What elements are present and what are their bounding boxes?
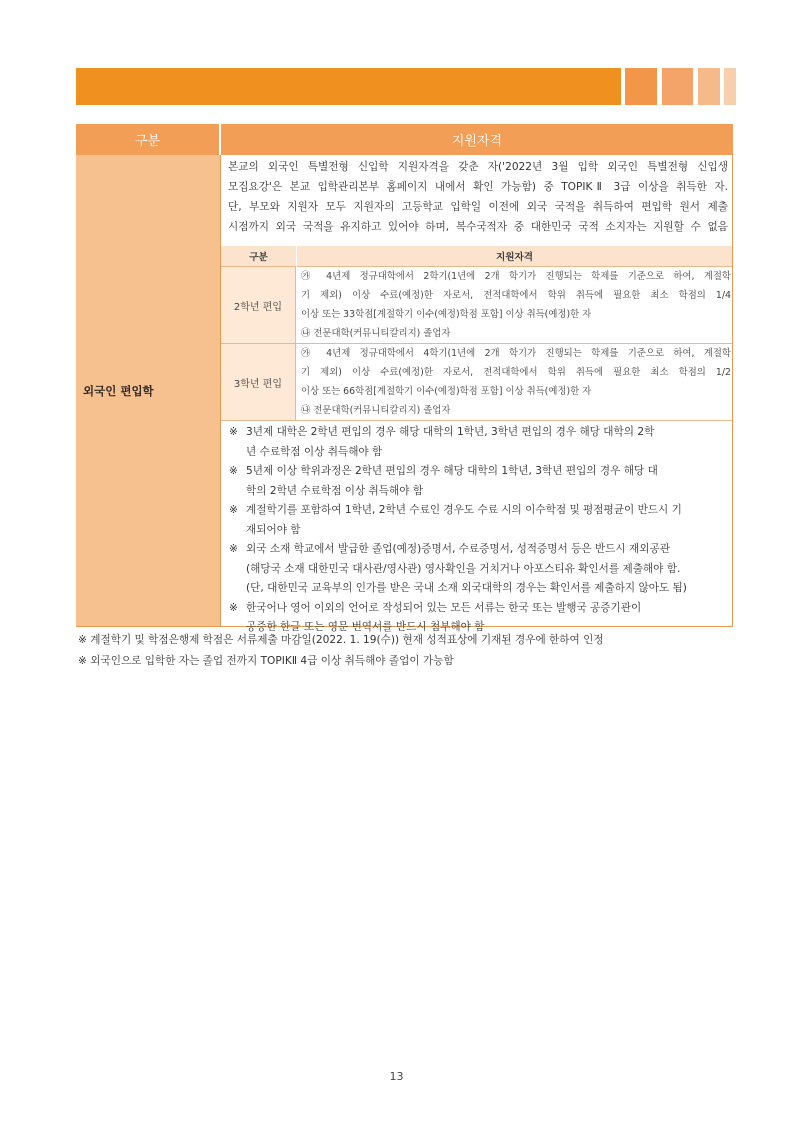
inner-row-line: 이상 또는 66학점[계절학기 이수(예정)학점 포함] 이상 취득(예정)한 자 (301, 386, 592, 397)
note-item (229, 462, 727, 501)
column-header-qualification: 지원자격 (221, 124, 733, 155)
header-block (625, 68, 657, 105)
inner-row-label (221, 344, 296, 421)
header-bar (76, 68, 621, 105)
header-block (698, 68, 720, 105)
inner-row-content (301, 344, 731, 420)
inner-header-qualification: 지원자격 (297, 246, 732, 267)
note-mark: ※ (229, 465, 238, 477)
column-header-category: 구분 (76, 124, 219, 155)
inner-row-label-text: 3학년 편입 (233, 378, 283, 390)
inner-row-line: ㉮ 4년제 정규대학에서 4학기(1년에 2개 학기가 진행되는 학제를 기준으로 하여, 계절학 (301, 348, 731, 359)
note-line: 5년제 이상 학위과정은 2학년 편입의 경우 해당 대학의 1학년, 3학년 편입의 경우 해당 대 (246, 465, 658, 477)
intro-line: 시점까지 외국 국적을 유지하고 있어야 하며, 복수국적자 중 대한민국 국적 소지자는 지원할 수 없음 (228, 221, 728, 233)
note-mark: ※ (229, 426, 238, 438)
inner-divider (221, 420, 732, 421)
note-line: 외국 소재 학교에서 발급한 졸업(예정)증명서, 수료증명서, 성적증명서 등은 반드시 재외공관 (246, 543, 670, 555)
note-line: 학의 2학년 수료학점 이상 취득해야 함 (246, 484, 424, 497)
intro-line: 단, 부모와 지원자 모두 지원자의 고등학교 입학일 이전에 외국 국적을 취득하여 편입학 원서 제출 (228, 201, 728, 213)
row-label-cell (76, 155, 221, 627)
note-mark: ※ (229, 504, 238, 516)
inner-row-content (301, 267, 731, 343)
eligibility-table (76, 124, 733, 633)
page-number: 13 (389, 1070, 404, 1083)
footnote: ※ 외국인으로 입학한 자는 졸업 전까지 TOPIKⅡ 4급 이상 취득해야 졸업이 가능함 (78, 655, 454, 667)
note-mark: ※ (229, 543, 238, 555)
intro-line: 모집요강'은 본교 입학관리본부 홈페이지 내에서 확인 가능함) 중 TOPIKⅡ 3급 이상을 취득한 자. (228, 181, 728, 193)
inner-row-line: ㉯ 전문대학(커뮤니티칼리지) 졸업자 (301, 405, 451, 416)
note-line: 년 수료학점 이상 취득해야 함 (246, 445, 383, 458)
header-block (724, 68, 736, 105)
inner-row-label-text: 2학년 편입 (233, 301, 283, 313)
note-line: 재되어야 함 (246, 523, 301, 536)
intro-line: 본교의 외국인 특별전형 신입학 지원자격을 갖춘 자('2022년 3월 입학 외국인 특별전형 신입생 (228, 161, 728, 173)
header-block (662, 68, 693, 105)
note-item (229, 423, 727, 462)
inner-row-line: ㉯ 전문대학(커뮤니티칼리지) 졸업자 (301, 328, 451, 339)
inner-row-line: 이상 또는 33학점[계절학기 이수(예정)학점 포함] 이상 취득(예정)한 자 (301, 309, 592, 320)
notes-list (229, 423, 727, 638)
inner-row-line: ㉮ 4년제 정규대학에서 2학기(1년에 2개 학기가 진행되는 학제를 기준으로 하여, 계절학 (301, 271, 731, 282)
inner-row-label (221, 267, 296, 344)
note-mark: ※ (229, 601, 238, 614)
note-line: (단, 대한민국 교육부의 인가를 받은 국내 소재 외국대학의 경우는 확인서를 제출하지 않아도 됨) (246, 582, 687, 594)
footnote: ※ 계절학기 및 학점은행제 학점은 서류제출 마감일(2022. 1. 19(수)) 현재 성적표상에 기재된 경우에 한하여 인정 (78, 634, 604, 646)
note-line: 한국어나 영어 이외의 언어로 작성되어 있는 모든 서류는 한국 또는 발행국 공증기관이 (246, 601, 642, 614)
note-item (229, 540, 727, 599)
qualification-cell (221, 155, 733, 633)
row-label: 외국인 편입학 (83, 383, 154, 398)
note-line: 3년제 대학은 2학년 편입의 경우 해당 대학의 1학년, 3학년 편입의 경우 해당 대학의 2학 (246, 426, 655, 438)
inner-row-line: 기 제외) 이상 수료(예정)한 자로서, 전적대학에서 학위 취득에 필요한 최소 학점의 1/4 (301, 290, 731, 301)
inner-header-category: 구분 (221, 246, 296, 267)
inner-row-line: 기 제외) 이상 수료(예정)한 자로서, 전적대학에서 학위 취득에 필요한 최소 학점의 1/2 (301, 367, 731, 378)
note-line: (해당국 소재 대한민국 대사관/영사관) 영사확인을 거치거나 아포스티유 확인서를 제출해야 함. (246, 562, 681, 575)
note-item (229, 501, 727, 540)
note-line: 공증한 한글 또는 영문 번역서를 반드시 첨부해야 함 (246, 621, 485, 633)
note-line: 계절학기를 포함하여 1학년, 2학년 수료인 경우도 수료 시의 이수학점 및 평점평균이 반드시 기 (246, 504, 682, 516)
